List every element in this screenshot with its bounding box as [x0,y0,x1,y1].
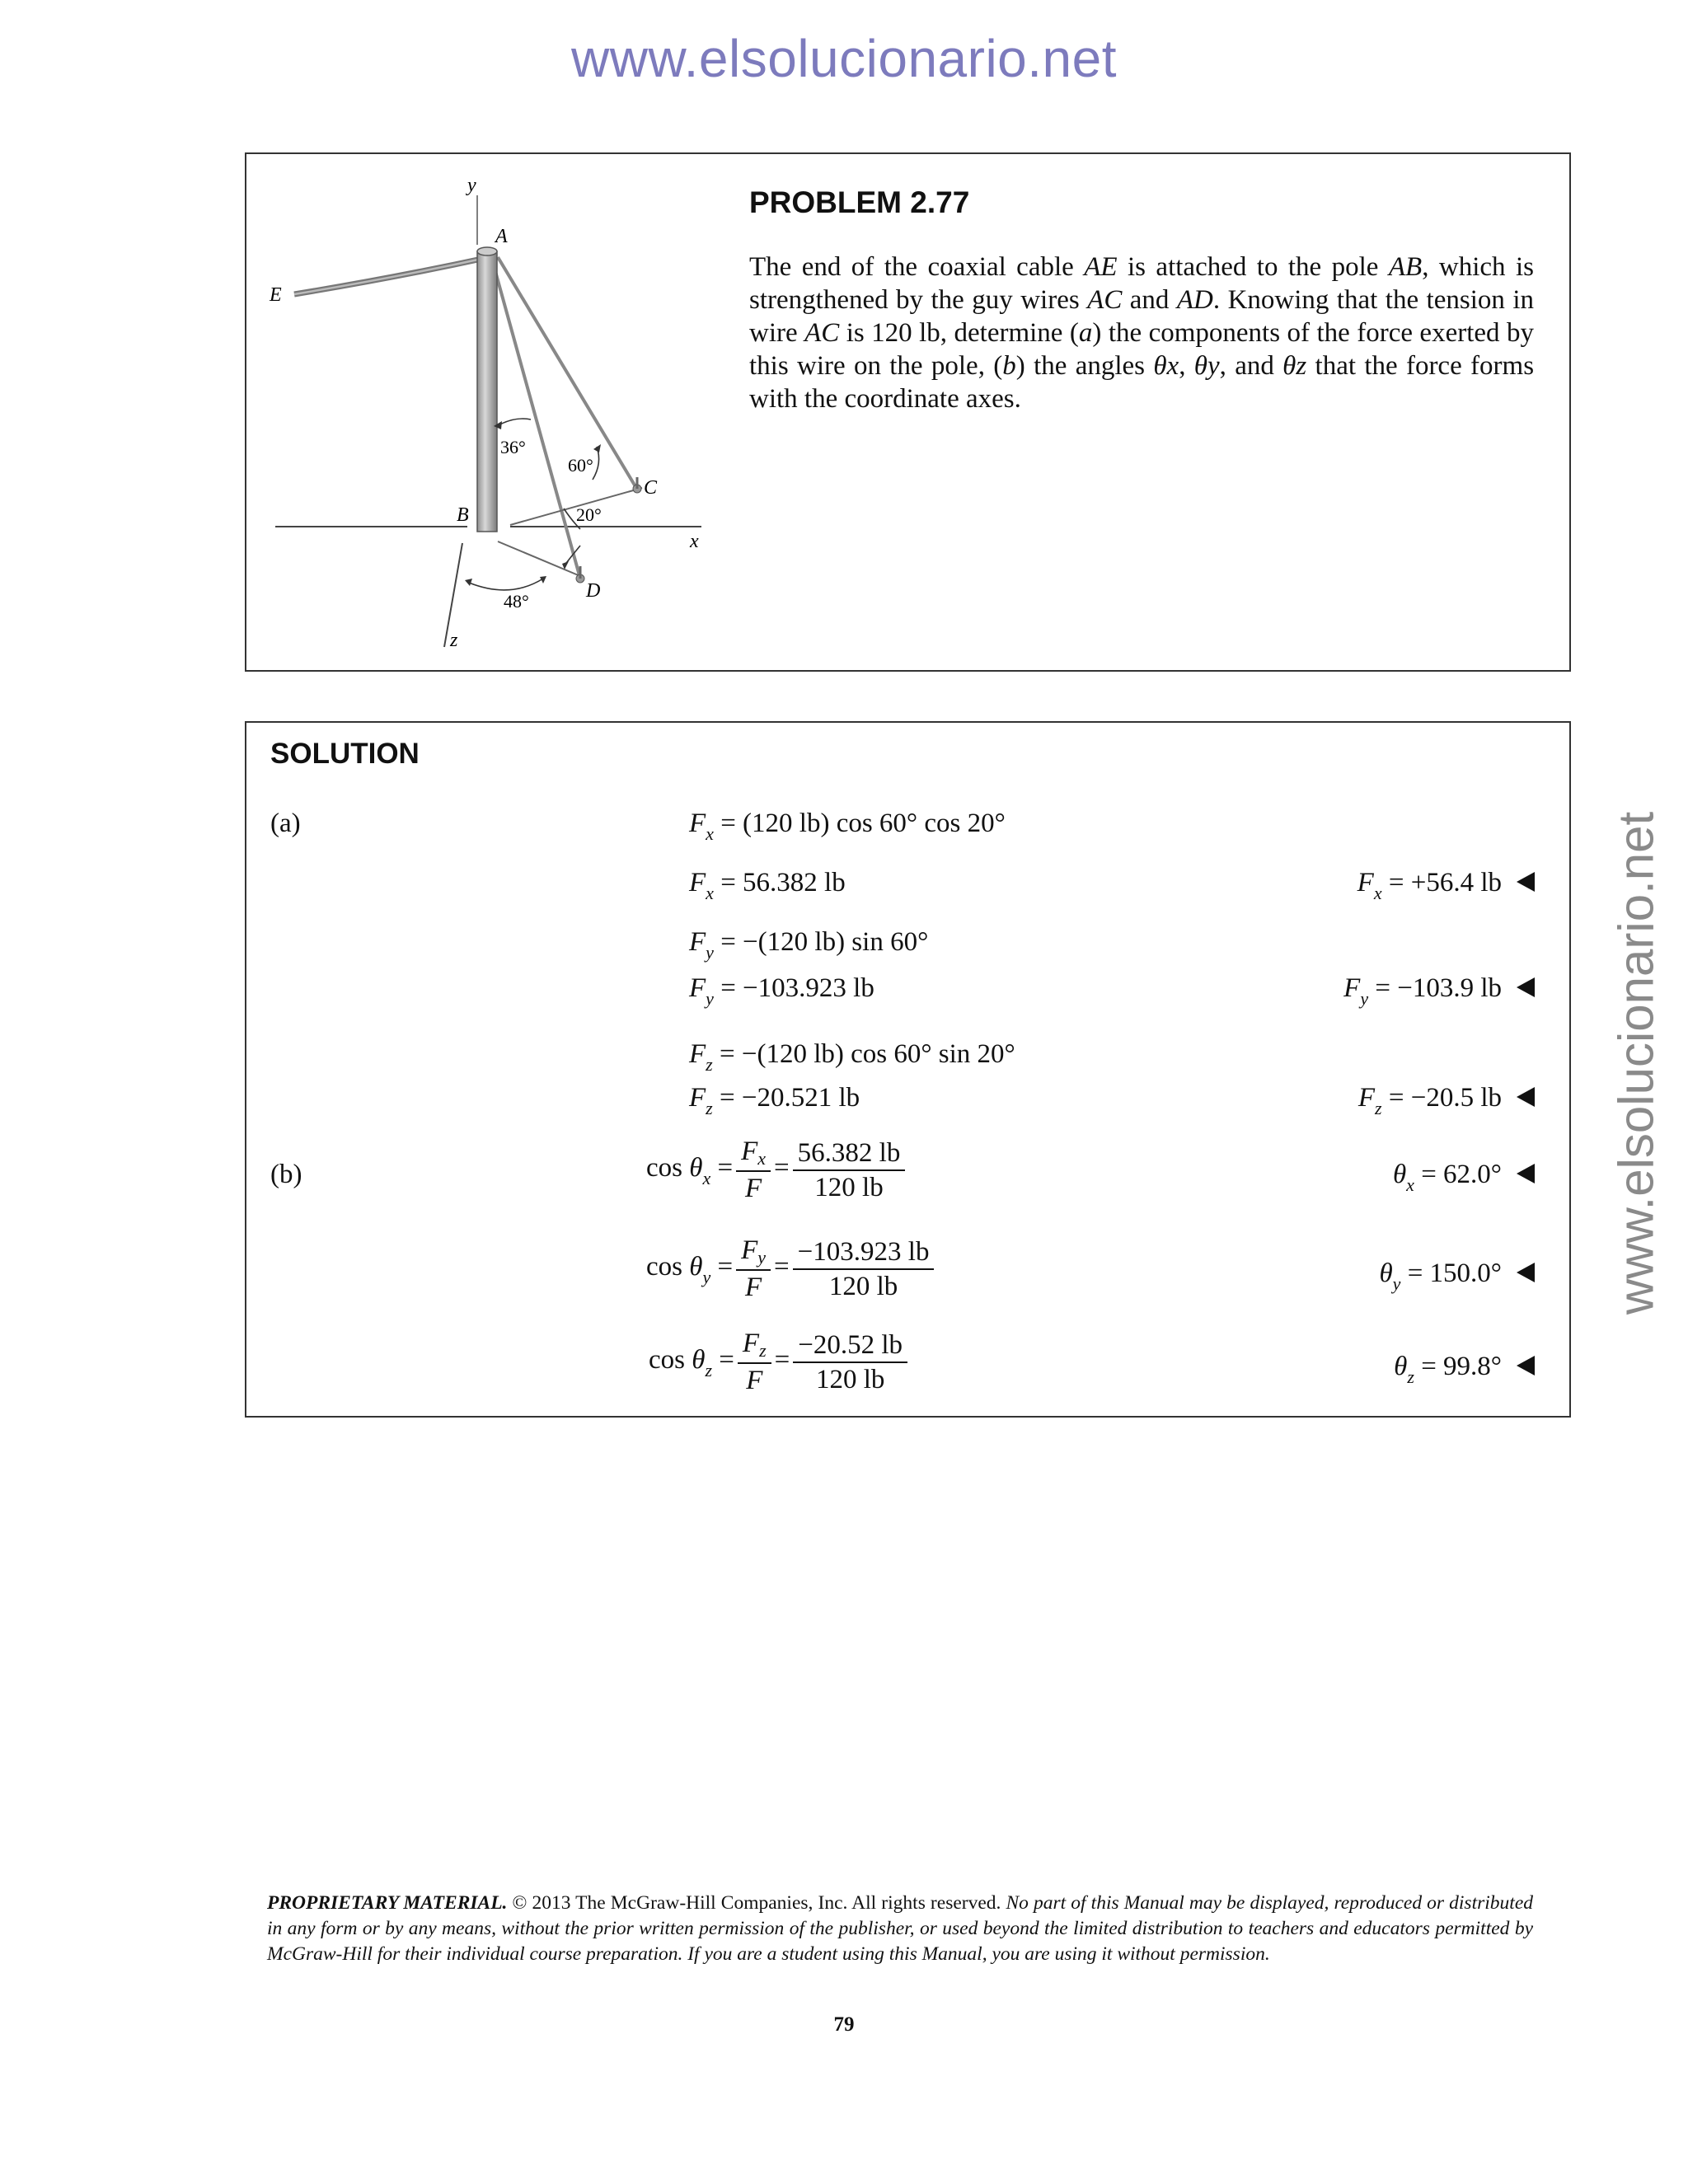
pole-ab [477,251,497,532]
result-theta-z: $\theta_z = 99.8^\circ$ [1394,1352,1535,1382]
answer-marker-icon [1517,1356,1535,1376]
eq-fx-2: $F_x = 56.382$ lb [689,868,846,903]
eq-fy-2: $F_y = -103.923$ lb [689,973,874,1009]
answer-marker-icon [1517,872,1535,892]
problem-statement: The end of the coaxial cable AE is attached to the pole AB, which is strengthened by the guy wires AC and AD. Knowing that the tension in wire AC is 120 lb, determine (a) the components of the force exerted by this wire on the pole, (b) the angles θx, θy, and θz that the force forms with the coordinate axes. [749,252,1535,414]
page-number: 79 [833,2013,855,2036]
label-a: A [495,226,508,247]
eq-fx-1: $F_x = (120$ lb) cos 60° cos 20° [689,808,1006,844]
label-y: y [467,175,476,196]
label-d: D [586,580,601,602]
eq-cos-theta-y: $\cos \theta_y$ = $\frac{Fy}{F}$ = $\frac{-103.923 lb}{120 lb}$ [646,1234,937,1304]
copyright-footer: PROPRIETARY MATERIAL. © 2013 The McGraw-Hill Companies, Inc. All rights reserved. No part of this Manual may be displayed, reproduced or distributed in any form or by any means, without the prior written permission of the publisher, or used beyond the limited distribution to teachers and educators permitted by McGraw-Hill for their individual course preparation. If you are a student using this Manual, you are using it without permission. [267,1892,1533,1965]
part-b-label: (b) [270,1160,302,1189]
eq-cos-theta-x: $\cos \theta_x$ = $\frac{Fx}{F}$ = $\frac{56.382 lb}{120 lb}$ [646,1135,908,1205]
pole-top [477,247,497,255]
answer-marker-icon [1517,977,1535,997]
result-theta-x: $\theta_x = 62.0^\circ$ [1393,1160,1535,1190]
label-e: E [270,284,282,306]
label-36: 36° [500,437,526,457]
label-c: C [644,477,658,499]
part-a-label: (a) [270,808,301,838]
solution-box [245,721,1571,1418]
problem-title: PROBLEM 2.77 [749,185,970,219]
eq-fy-1: $F_y = -(120$ lb) sin 60° [689,927,929,963]
answer-marker-icon [1517,1263,1535,1282]
arc-36 [497,419,531,426]
label-48: 48° [504,591,529,612]
answer-marker-icon [1517,1087,1535,1107]
result-fx: $F_x = +56.4$ lb [1357,868,1535,898]
label-x: x [690,531,699,552]
problem-diagram [246,154,741,669]
result-fz: $F_z = -20.5$ lb [1358,1083,1535,1113]
label-z: z [450,630,458,651]
arc-48 [469,579,543,590]
eq-cos-theta-z: $\cos \theta_z$ = $\frac{Fz}{F}$ = $\frac{-20.52 lb}{120 lb}$ [649,1327,911,1397]
ground-bd [498,541,580,576]
label-b: B [457,504,469,526]
result-theta-y: $\theta_y = 150.0^\circ$ [1379,1258,1535,1289]
solution-title: SOLUTION [270,738,420,770]
eq-fz-2: $F_z = -20.521$ lb [689,1083,860,1118]
watermark-top: www.elsolucionario.net [571,29,1117,88]
watermark-side-text: www.elsolucionario.net [1608,811,1664,1315]
problem-box [245,152,1571,672]
label-60: 60° [568,455,593,476]
label-20: 20° [576,504,602,525]
result-fy: $F_y = -103.9$ lb [1343,973,1535,1004]
answer-marker-icon [1517,1164,1535,1183]
eq-fz-1: $F_z = -(120$ lb) cos 60° sin 20° [689,1039,1015,1075]
